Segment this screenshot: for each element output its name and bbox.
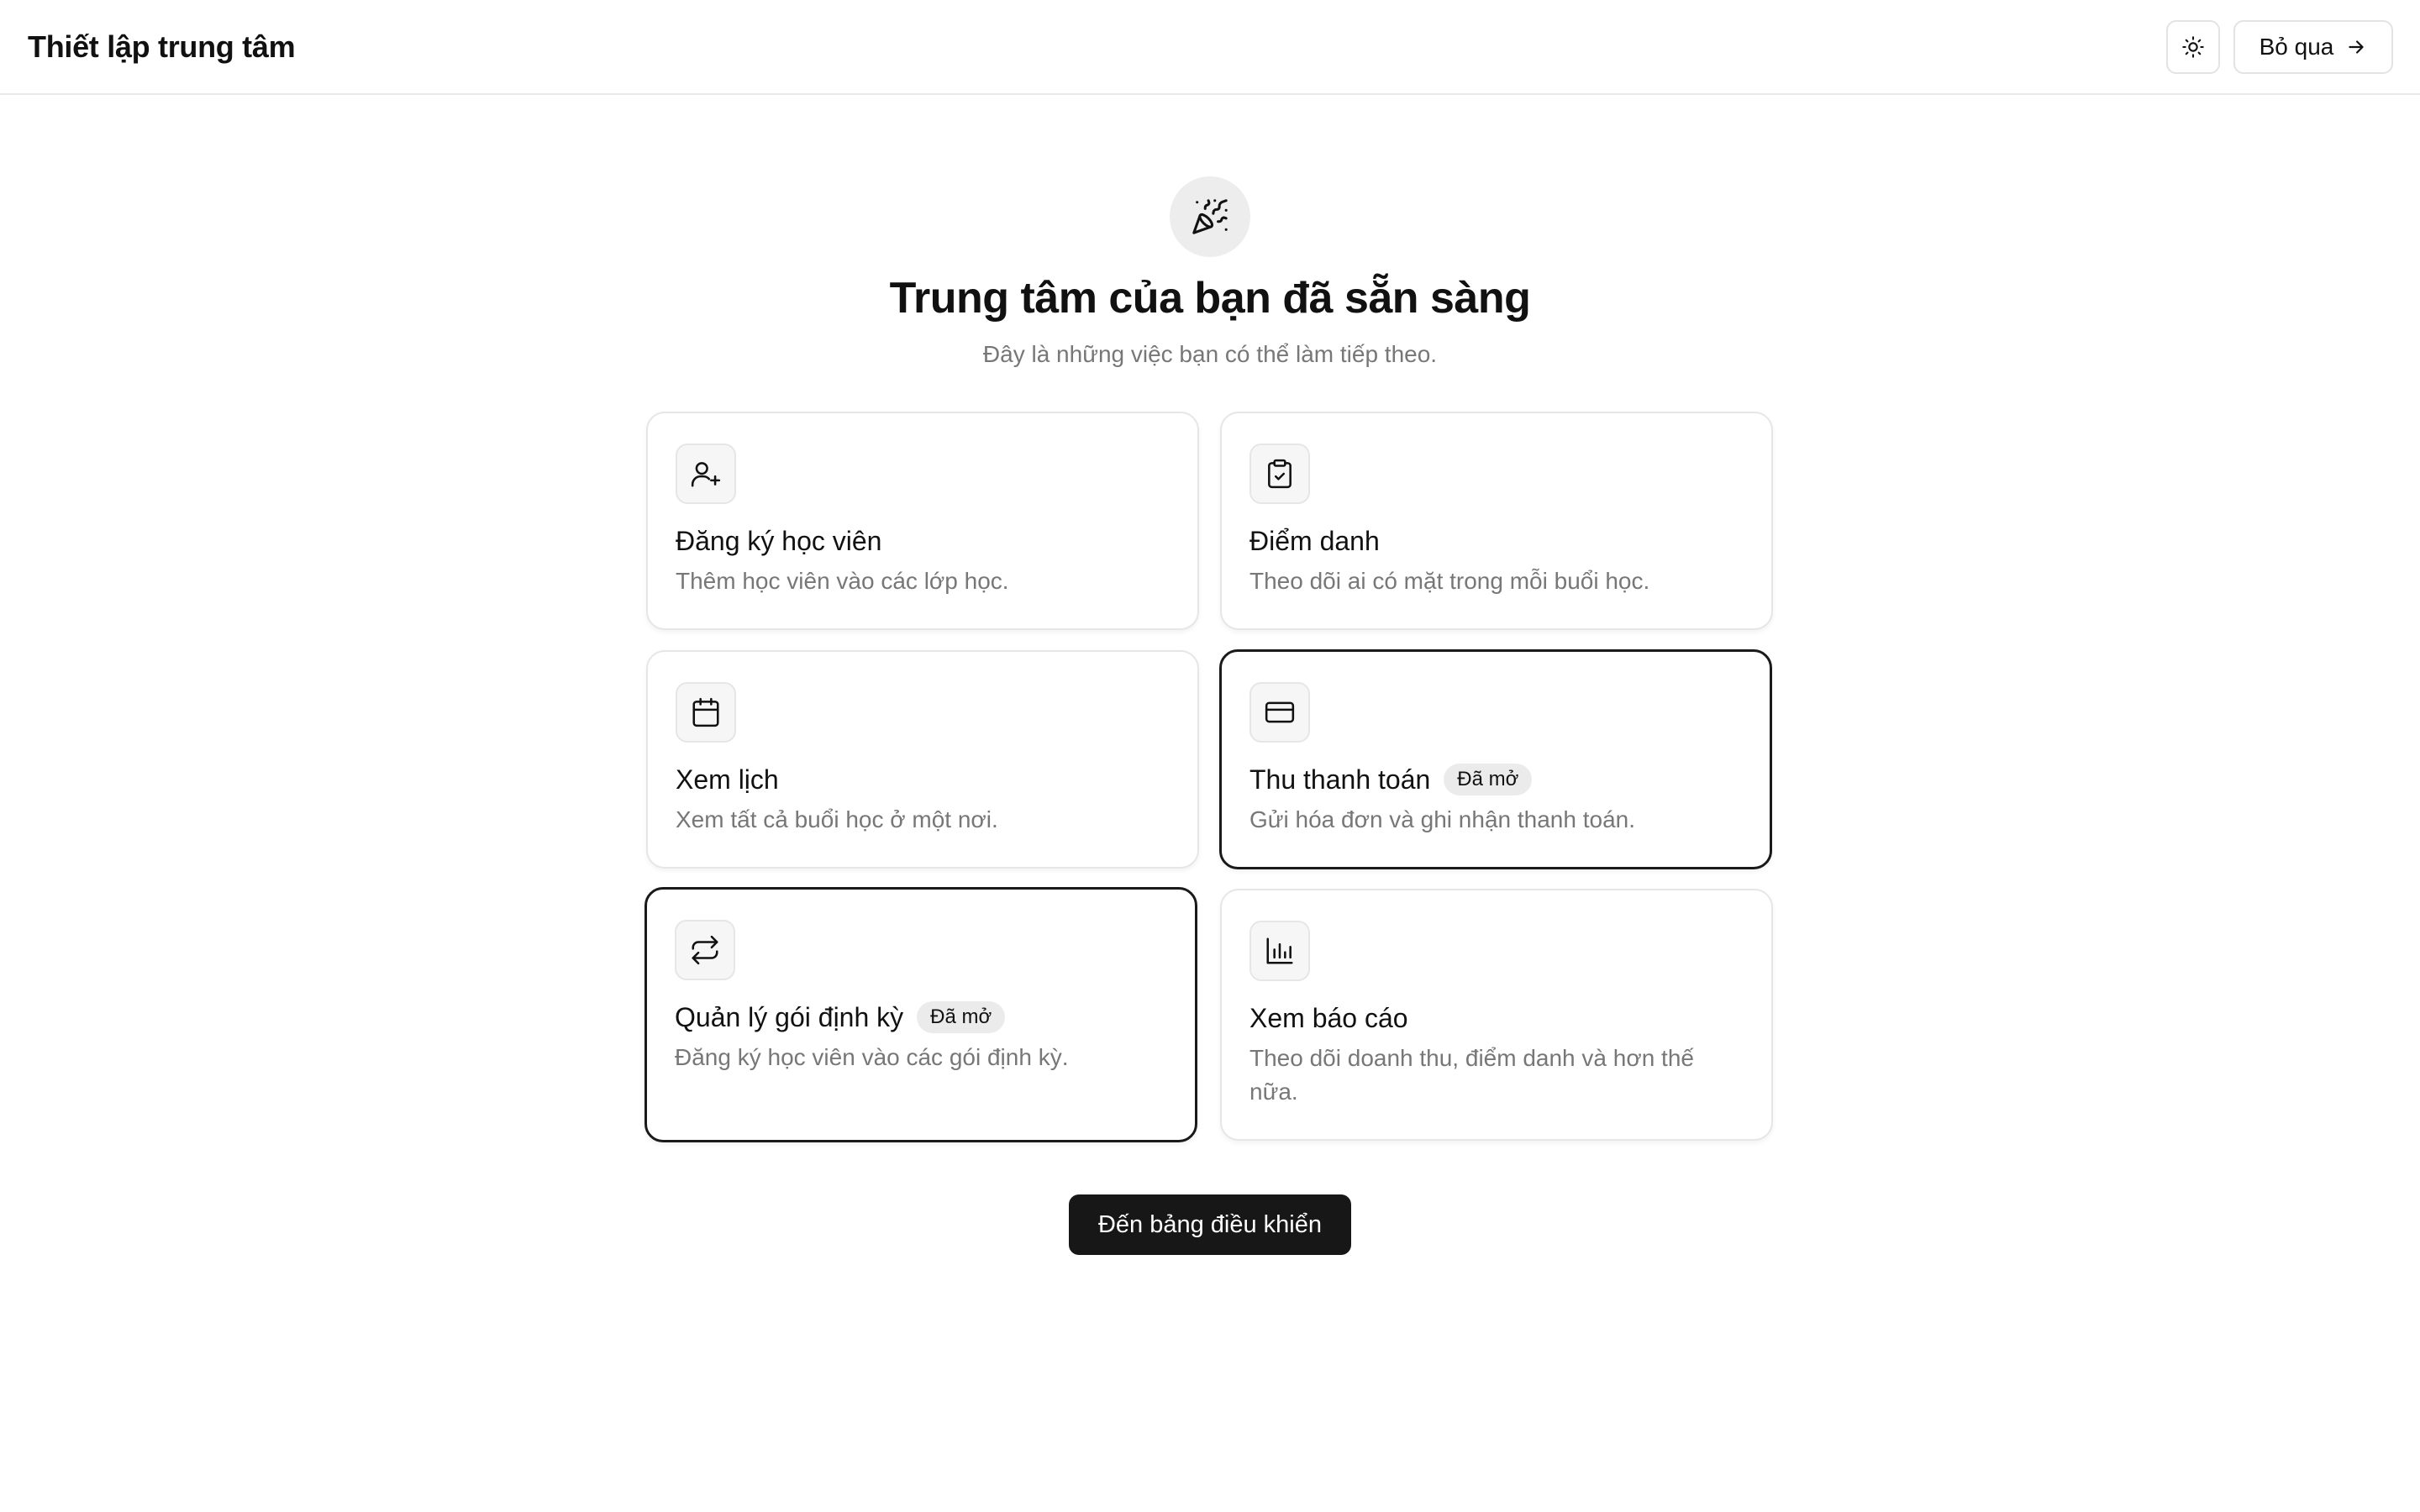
go-to-dashboard-button[interactable]: Đến bảng điều khiển <box>1069 1194 1351 1255</box>
card-attendance[interactable] <box>1220 412 1773 630</box>
hero-title: Trung tâm của bạn đã sẵn sàng <box>889 274 1531 323</box>
card-title: Xem báo cáo <box>1249 1003 1408 1033</box>
card-title: Thu thanh toán <box>1249 764 1431 795</box>
opened-badge: Đã mở <box>917 1001 1005 1033</box>
card-description: Gửi hóa đơn và ghi nhận thanh toán. <box>1249 806 1635 832</box>
card-description: Theo dõi doanh thu, điểm danh và hơn thế nữa. <box>1249 1045 1694 1105</box>
card-view-calendar[interactable] <box>646 650 1199 869</box>
card-title: Quản lý gói định kỳ <box>675 1002 904 1032</box>
theme-toggle-button[interactable] <box>2166 20 2220 74</box>
card-description: Theo dõi ai có mặt trong mỗi buổi học. <box>1249 568 1650 594</box>
hero-subtitle: Đây là những việc bạn có thể làm tiếp theo. <box>982 341 1438 367</box>
party-popper-icon <box>1170 176 1250 257</box>
page-title: Thiết lập trung tâm <box>28 29 296 64</box>
card-title: Đăng ký học viên <box>676 526 882 556</box>
card-view-reports[interactable] <box>1220 889 1773 1141</box>
top-bar <box>0 0 2420 95</box>
card-description: Đăng ký học viên vào các gói định kỳ. <box>675 1044 1069 1070</box>
opened-badge: Đã mở <box>1444 764 1532 795</box>
card-manage-recurring-plans[interactable] <box>644 887 1197 1142</box>
card-collect-payments[interactable] <box>1219 649 1772 869</box>
skip-button[interactable] <box>2233 20 2393 74</box>
calendar-icon <box>676 682 736 743</box>
card-description: Thêm học viên vào các lớp học. <box>676 568 1009 594</box>
arrow-right-icon <box>2345 36 2367 58</box>
clipboard-check-icon <box>1249 444 1310 504</box>
bar-chart-icon <box>1249 921 1310 981</box>
card-title: Điểm danh <box>1249 526 1380 556</box>
card-description: Xem tất cả buổi học ở một nơi. <box>676 806 998 832</box>
user-plus-icon <box>676 444 736 504</box>
repeat-icon <box>675 920 735 980</box>
sun-icon <box>2181 35 2205 59</box>
skip-label: Bỏ qua <box>2259 34 2334 60</box>
card-enroll-students[interactable] <box>646 412 1199 630</box>
credit-card-icon <box>1249 682 1310 743</box>
card-title: Xem lịch <box>676 764 779 795</box>
